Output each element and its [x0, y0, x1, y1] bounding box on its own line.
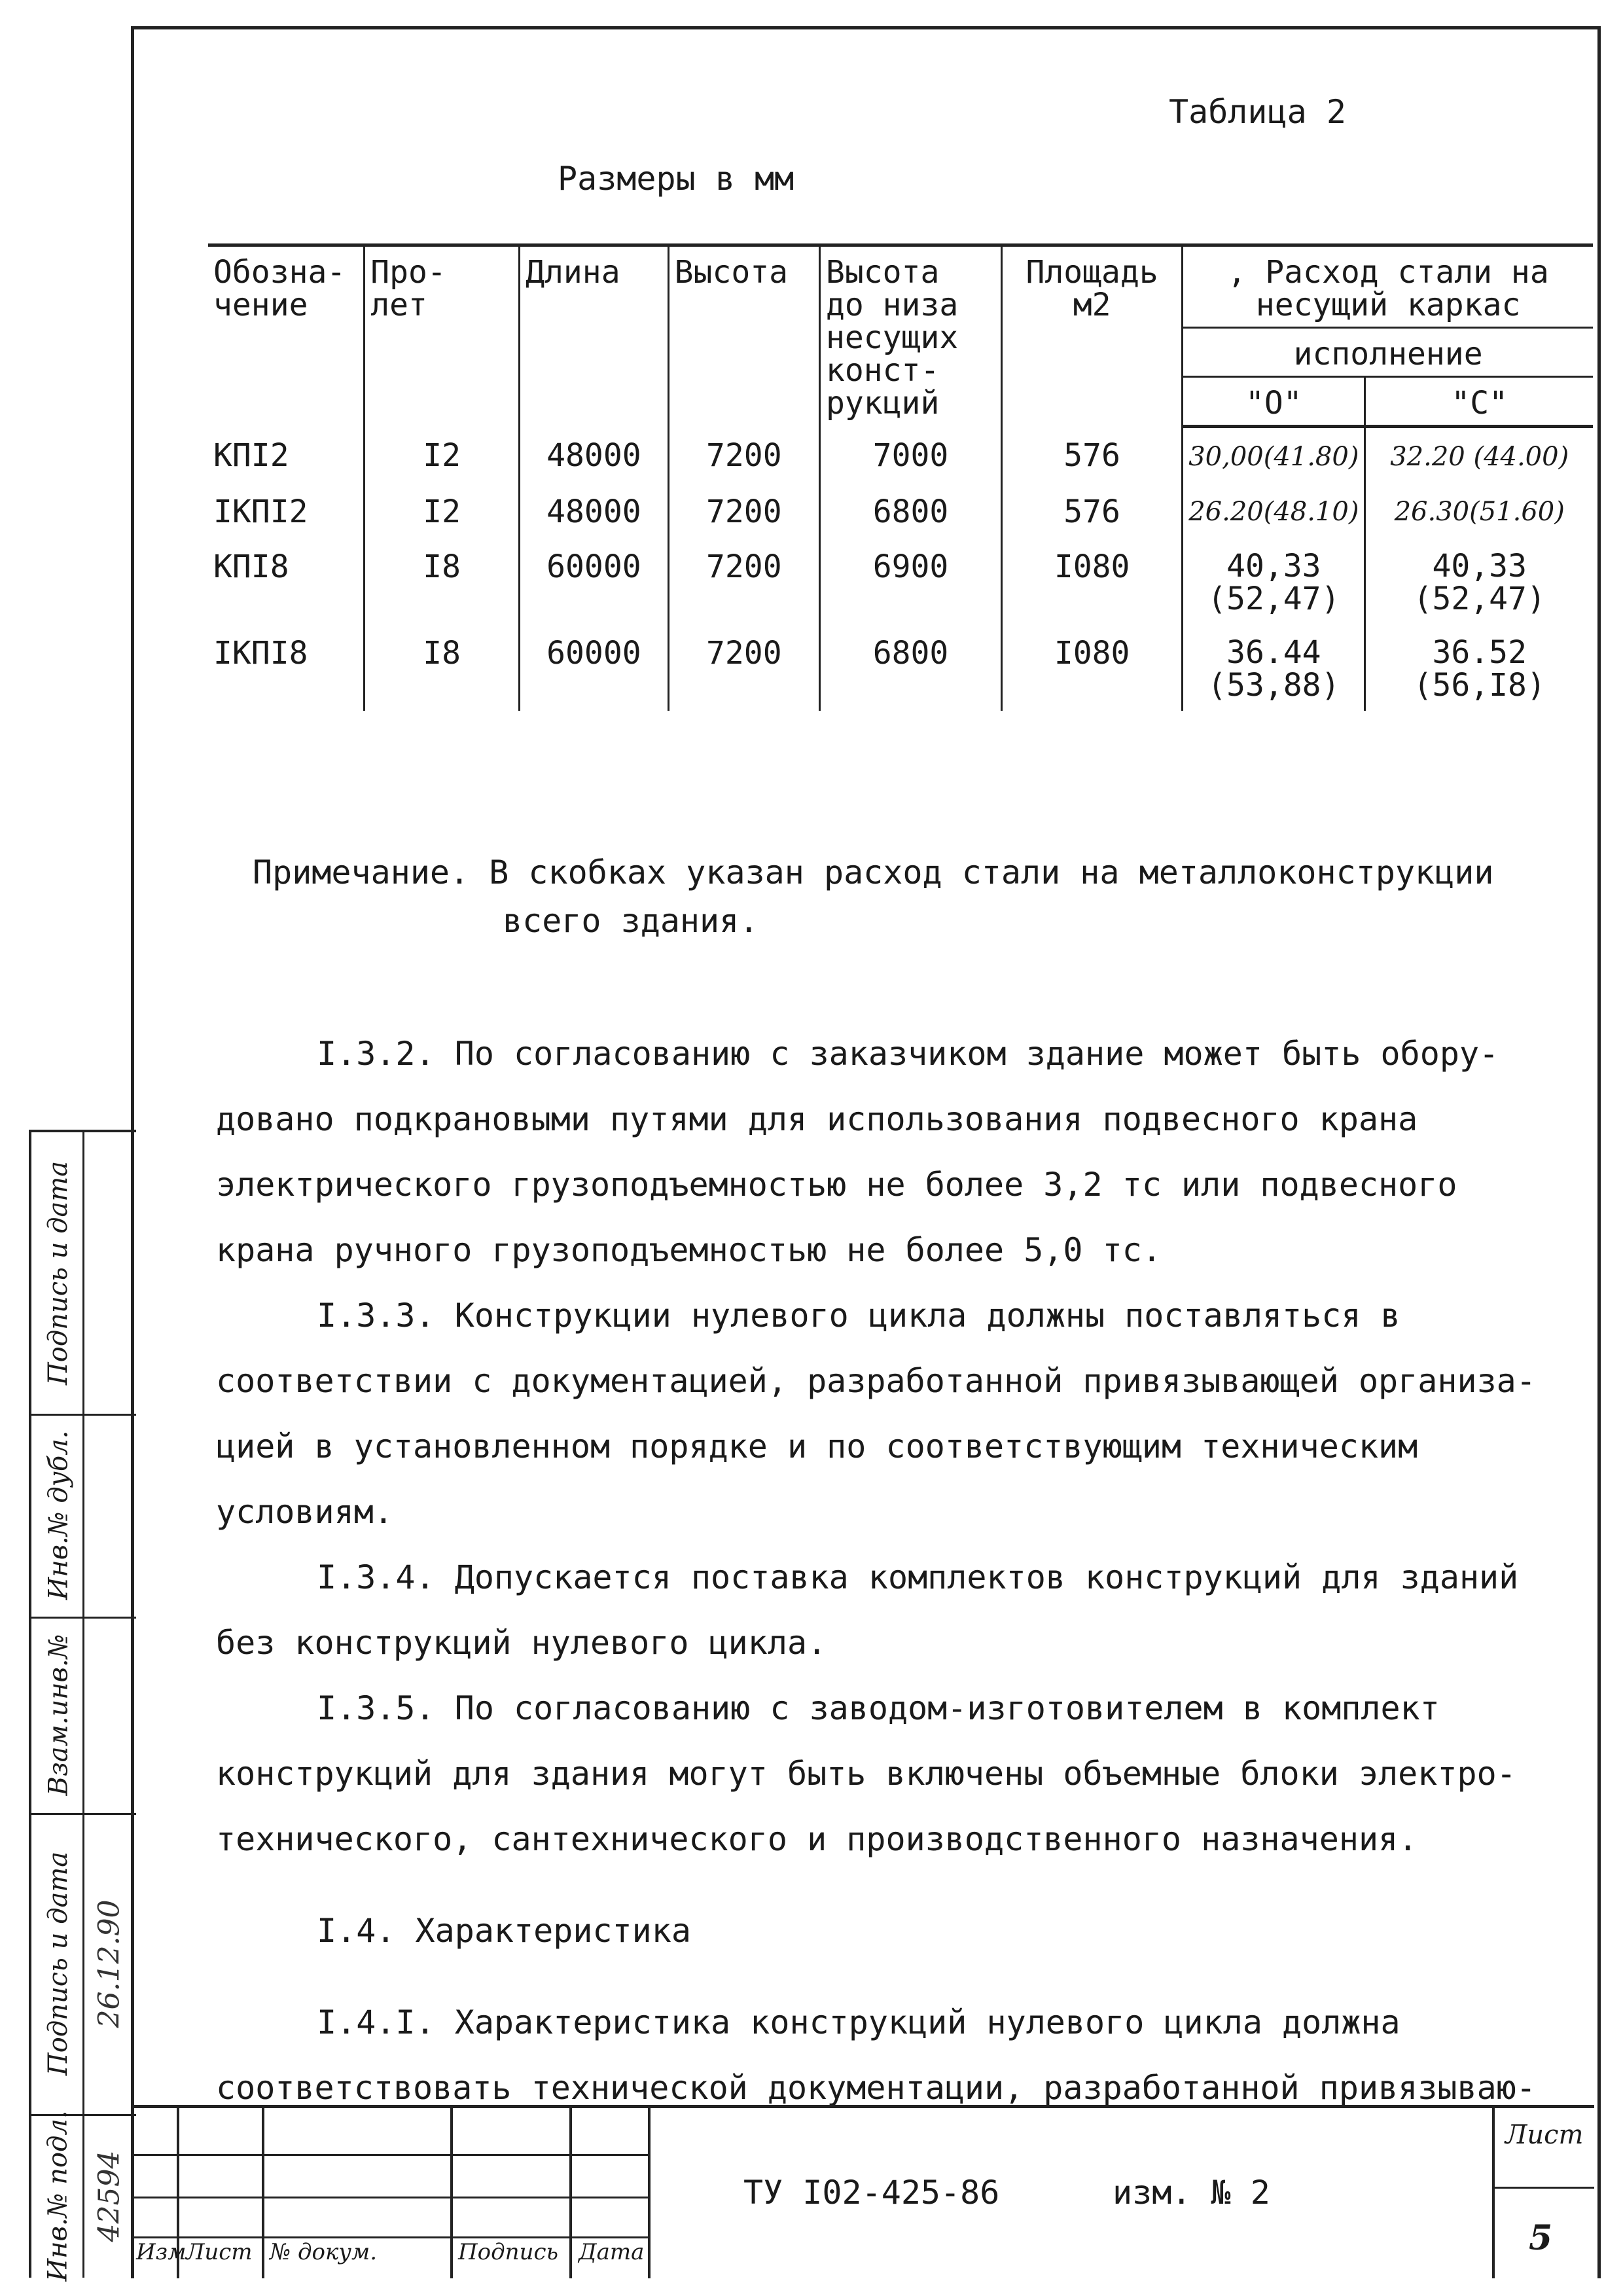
cell-area: 576 [1002, 483, 1183, 538]
cell-steel-o: 30,00(41.80) [1183, 427, 1365, 484]
paragraph-line: I.3.4. Допускается поставка комплектов конструкций для зданий [317, 1558, 1519, 1596]
header-length: Длина [520, 245, 669, 427]
title-block [131, 2105, 1594, 2278]
cell-span: I2 [365, 427, 520, 484]
paragraph-line: условиям. [216, 1493, 393, 1531]
section-heading: I.4. Характеристика [317, 1912, 691, 1950]
cell-designation: IКПI8 [213, 635, 308, 672]
cell-steel-c: 32.20 (44.00) [1365, 427, 1593, 484]
cell-steel-o: 36.44 (53,88) [1183, 624, 1365, 711]
cell-height-to-bottom: 6800 [819, 483, 1001, 538]
tb-label-izm: Изм [136, 2239, 187, 2265]
cell-steel-c: 40,33 (52,47) [1365, 538, 1593, 624]
cell-height: 7200 [668, 624, 819, 711]
header-execution: исполнение [1183, 328, 1593, 377]
paragraph-line: I.3.3. Конструкции нулевого цикла должны поставляться в [317, 1297, 1400, 1335]
paragraph-line: без конструкций нулевого цикла. [216, 1624, 827, 1662]
cell-area: I080 [1002, 624, 1183, 711]
side-inventory-number: 42594 [92, 2150, 126, 2242]
tb-label-date: Дата [579, 2239, 645, 2265]
header-span: Про- лет [365, 245, 520, 427]
table-row [208, 538, 1593, 624]
cell-span: I8 [365, 538, 520, 624]
paragraph-line: конструкций для здания могут быть включены объемные блоки электро- [216, 1755, 1516, 1793]
document-code: ТУ I02-425-86 [743, 2174, 1000, 2212]
cell-height-to-bottom: 7000 [819, 427, 1001, 484]
cell-designation: КПI8 [213, 548, 289, 585]
steel-consumption-table [208, 243, 1593, 711]
side-label: Подпись и дата [43, 1851, 73, 2076]
cell-height-to-bottom: 6900 [819, 538, 1001, 624]
side-label: Подпись и дата [43, 1160, 73, 1386]
paragraph-line: I.3.2. По согласованию с заказчиком здание может быть обору- [317, 1035, 1499, 1073]
paragraph-line: соответствии с документацией, разработанной привязывающей организа- [216, 1362, 1536, 1400]
cell-area: I080 [1002, 538, 1183, 624]
table-note [253, 848, 1561, 945]
revision-number: изм. № 2 [1113, 2174, 1270, 2212]
table-number: Таблица 2 [1169, 93, 1346, 131]
header-steel: , Расход стали на несущий каркас [1183, 245, 1593, 328]
paragraph-line: электрического грузоподъемностью не более 3,2 тс или подвесного [216, 1166, 1457, 1204]
sheet-number: 5 [1529, 2218, 1553, 2258]
body-text [216, 1021, 1571, 2121]
header-height: Высота [668, 245, 819, 427]
table-row [208, 483, 1593, 538]
side-label: Инв.№ дубл. [43, 1430, 74, 1600]
header-exec-c: "С" [1365, 377, 1593, 427]
cell-height: 7200 [668, 538, 819, 624]
table-row [208, 427, 1593, 484]
tb-label-sign: Подпись [458, 2239, 559, 2265]
header-exec-o: "О" [1183, 377, 1365, 427]
units-caption: Размеры в мм [558, 160, 794, 198]
paragraph-line: I.4.I. Характеристика конструкций нулевого цикла должна [317, 2003, 1400, 2041]
table-row [208, 624, 1593, 711]
tb-label-list: Лист [186, 2239, 253, 2265]
cell-span: I2 [365, 483, 520, 538]
note-line-1: Примечание. В скобках указан расход стали на металлоконструкции [253, 853, 1494, 891]
cell-steel-c: 36.52 (56,I8) [1365, 624, 1593, 711]
cell-length: 48000 [520, 483, 669, 538]
cell-length: 60000 [520, 538, 669, 624]
cell-height-to-bottom: 6800 [819, 624, 1001, 711]
paragraph-line: I.3.5. По согласованию с заводом-изготовителем в комплект [317, 1689, 1440, 1727]
header-area: Площадь м2 [1002, 245, 1183, 427]
side-label: Инв.№ подл. [43, 2110, 74, 2282]
tb-label-doc: № докум. [270, 2239, 378, 2265]
header-height-to-bottom: Высота до низа несущих конст- рукций [819, 245, 1001, 427]
paragraph-line: цией в установленном порядке и по соответствующим техническим [216, 1427, 1418, 1465]
paragraph-line: крана ручного грузоподъемностью не более 5,0 тс. [216, 1231, 1162, 1269]
paragraph-line: довано подкрановыми путями для использования подвесного крана [216, 1100, 1418, 1138]
note-line-2: всего здания. [503, 902, 759, 940]
paragraph-line: технического, сантехнического и производственного назначения. [216, 1820, 1418, 1858]
paragraph-line: соответствовать технической документации, разработанной привязываю- [216, 2069, 1536, 2107]
cell-area: 576 [1002, 427, 1183, 484]
cell-designation: КПI2 [213, 437, 289, 474]
cell-steel-c: 26.30(51.60) [1365, 483, 1593, 538]
side-stamp [29, 1130, 136, 2282]
cell-length: 60000 [520, 624, 669, 711]
cell-designation: IКПI2 [213, 493, 308, 530]
cell-steel-o: 40,33 (52,47) [1183, 538, 1365, 624]
cell-height: 7200 [668, 483, 819, 538]
cell-length: 48000 [520, 427, 669, 484]
side-date: 26.12.90 [92, 1899, 126, 2028]
header-designation: Обозна- чение [213, 254, 346, 323]
cell-height: 7200 [668, 427, 819, 484]
side-label: Взам.инв.№ [43, 1634, 73, 1796]
cell-steel-o: 26.20(48.10) [1183, 483, 1365, 538]
cell-span: I8 [365, 624, 520, 711]
sheet-label: Лист [1505, 2120, 1584, 2150]
